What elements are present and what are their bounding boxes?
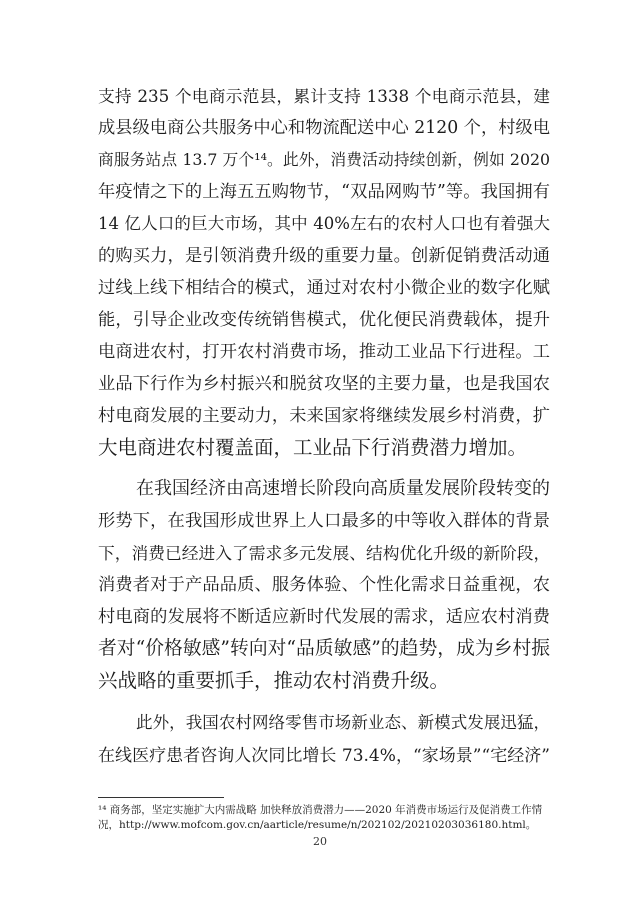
body-line: 商服务站点 13.7 万个¹⁴。此外，消费活动持续创新，例如 2020 <box>98 150 550 169</box>
body-line: 消费者对于产品品质、服务体验、个性化需求日益重视，农 <box>98 575 550 595</box>
footnote-divider <box>98 797 224 798</box>
body-line: 的购买力，是引领消费升级的重要力量。创新促销费活动通 <box>98 246 550 266</box>
body-line: 下，消费已经进入了需求多元发展、结构优化升级的新阶段， <box>98 543 551 563</box>
body-line: 兴战略的重要抓手，推动农村消费升级。 <box>98 669 450 692</box>
body-line: 形势下，在我国形成世界上人口最多的中等收入群体的背景 <box>98 511 550 531</box>
body-line: 在线医疗患者咨询人次同比增长 73.4%，“家场景”“宅经济” <box>98 746 550 766</box>
footnote-line: 况，http://www.mofcom.gov.cn/aarticle/resume/n/202102/20210203036180.html。 <box>98 819 537 831</box>
body-line: 年疫情之下的上海五五购物节，“双品网购节”等。我国拥有 <box>98 182 550 202</box>
body-line: 电商进农村，打开农村消费市场，推动工业品下行进程。工 <box>98 342 550 362</box>
body-line: 在我国经济由高速增长阶段向高质量发展阶段转变的 <box>136 478 550 499</box>
body-line: 业品下行作为乡村振兴和脱贫攻坚的主要力量，也是我国农 <box>98 374 550 394</box>
body-line: 过线上线下相结合的模式，通过对农村小微企业的数字化赋 <box>98 278 550 298</box>
body-line: 能，引导企业改变传统销售模式，优化便民消费载体，提升 <box>98 310 550 330</box>
body-line: 支持 235 个电商示范县，累计支持 1338 个电商示范县，建 <box>98 86 550 106</box>
body-line: 14 亿人口的巨大市场，其中 40%左右的农村人口也有着强大 <box>98 214 550 233</box>
body-line: 村电商的发展将不断适应新时代发展的需求，适应农村消费 <box>98 607 550 627</box>
body-line: 大电商进农村覆盖面，工业品下行消费潜力增加。 <box>98 436 528 459</box>
body-line: 此外，我国农村网络零售市场新业态、新模式发展迅猛， <box>136 713 550 732</box>
body-line: 成县级电商公共服务中心和物流配送中心 2120 个，村级电 <box>98 118 550 138</box>
body-line: 村电商发展的主要动力，未来国家将继续发展乡村消费，扩 <box>98 406 550 426</box>
page-number: 20 <box>313 835 327 848</box>
body-line: 者对“价格敏感”转向对“品质敏感”的趋势，成为乡村振 <box>98 638 550 659</box>
footnote-line: ¹⁴ 商务部，坚定实施扩大内需战略 加快释放消费潜力——2020 年消费市场运行及促消费工作情 <box>98 804 543 816</box>
